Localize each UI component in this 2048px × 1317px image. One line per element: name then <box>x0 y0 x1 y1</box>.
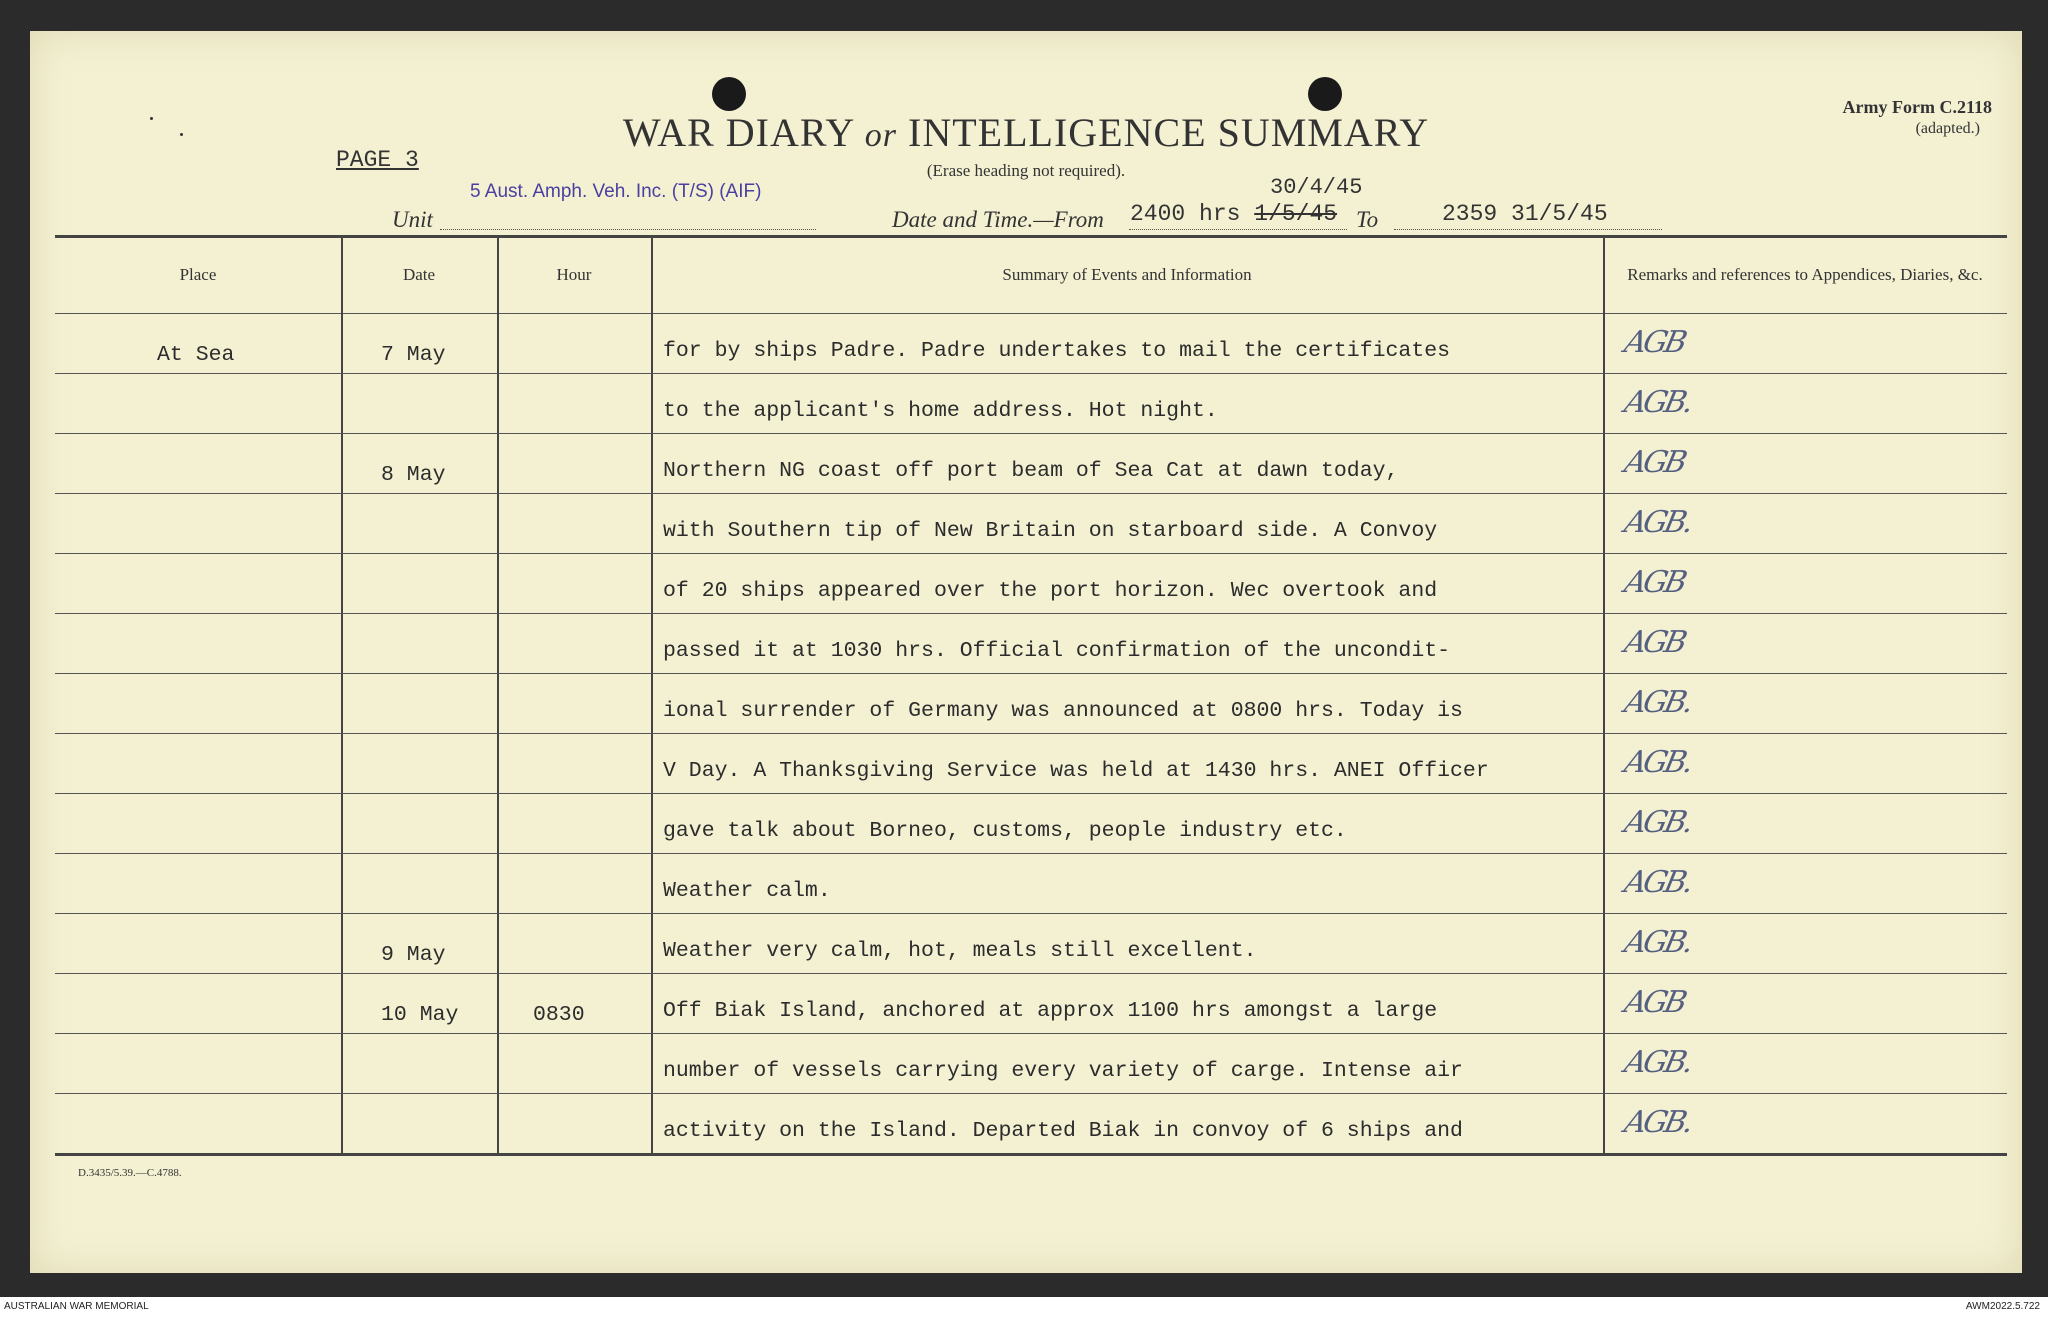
table-row <box>55 673 2007 734</box>
cell-date: 8 May <box>381 463 446 487</box>
title-or: or <box>864 117 897 154</box>
diary-page <box>30 31 2022 1273</box>
cell-summary: gave talk about Borneo, customs, people industry etc. <box>663 819 1347 843</box>
header-summary: Summary of Events and Information <box>1002 264 1252 284</box>
cell-summary: passed it at 1030 hrs. Official confirmation of the uncondit- <box>663 639 1451 663</box>
cell-summary: Weather calm. <box>663 879 831 903</box>
cell-summary: with Southern tip of New Britain on starboard side. A Convoy <box>663 519 1438 543</box>
cell-remarks-initials: AGB. <box>1621 685 1694 720</box>
table-row <box>55 493 2007 554</box>
unit-label: Unit <box>392 207 433 232</box>
cell-summary: of 20 ships appeared over the port horizon. Wec overtook and <box>663 579 1438 603</box>
cell-summary: activity on the Island. Departed Biak in convoy of 6 ships and <box>663 1119 1463 1143</box>
cell-remarks-initials: AGB. <box>1621 1105 1694 1140</box>
cell-remarks-initials: AGB. <box>1621 925 1694 960</box>
date-label: Date and Time.—From <box>892 207 1104 232</box>
table-row <box>55 1033 2007 1094</box>
page-number: PAGE 3 <box>336 147 419 173</box>
cell-summary: Off Biak Island, anchored at approx 1100 hrs amongst a large <box>663 999 1438 1023</box>
table-row <box>55 793 2007 854</box>
cell-remarks-initials: AGB <box>1621 565 1688 600</box>
cell-remarks-initials: AGB. <box>1621 505 1694 540</box>
cell-remarks-initials: AGB <box>1621 325 1688 360</box>
cell-summary: number of vessels carrying every variety of carge. Intense air <box>663 1059 1463 1083</box>
from-value <box>1130 201 1337 227</box>
unit-stamp: 5 Aust. Amph. Veh. Inc. (T/S) (AIF) <box>470 181 762 202</box>
from-date-corrected: 30/4/45 <box>1270 175 1363 200</box>
header-place: Place <box>179 264 217 284</box>
cell-hour: 0830 <box>533 1003 585 1027</box>
diary-table <box>55 235 2007 1153</box>
unit-line <box>440 229 816 230</box>
form-number-sub: (adapted.) <box>1915 120 1980 137</box>
cell-remarks-initials: AGB. <box>1621 805 1694 840</box>
cell-remarks-initials: AGB. <box>1621 385 1694 420</box>
cell-remarks-initials: AGB <box>1621 625 1688 660</box>
cell-remarks-initials: AGB. <box>1621 865 1694 900</box>
table-row <box>55 613 2007 674</box>
header-remarks: Remarks and references to Appendices, Diaries, &c. <box>1627 264 1983 284</box>
table-row <box>55 553 2007 614</box>
table-row <box>55 853 2007 914</box>
cell-date: 10 May <box>381 1003 459 1027</box>
cell-date: 9 May <box>381 943 446 967</box>
cell-summary: Weather very calm, hot, meals still excellent. <box>663 939 1257 963</box>
form-number-text: Army Form C.2118 <box>1842 97 1992 117</box>
table-row <box>55 973 2007 1034</box>
source-right: AWM2022.5.722 <box>1965 1301 2040 1312</box>
table-row <box>55 913 2007 974</box>
cell-remarks-initials: AGB <box>1621 985 1688 1020</box>
print-code: D.3435/5.39.—C.4788. <box>78 1167 182 1179</box>
page-subtitle: (Erase heading not required). <box>926 161 1126 180</box>
cell-summary: to the applicant's home address. Hot night. <box>663 399 1218 423</box>
header-date: Date <box>402 264 436 284</box>
table-row <box>55 313 2007 374</box>
title-right: INTELLIGENCE SUMMARY <box>908 110 1430 155</box>
to-value: 2359 31/5/45 <box>1442 201 1608 227</box>
table-row <box>55 733 2007 794</box>
cell-date: 7 May <box>381 343 446 367</box>
cell-remarks-initials: AGB. <box>1621 1045 1694 1080</box>
from-line <box>1129 229 1347 230</box>
from-date-struck: 1/5/45 <box>1254 201 1338 227</box>
from-time: 2400 hrs <box>1130 201 1241 227</box>
cell-place: At Sea <box>157 343 235 367</box>
source-bar <box>0 1297 2048 1317</box>
punch-hole-left <box>712 77 746 111</box>
punch-hole-right <box>1308 77 1342 111</box>
cell-summary: Northern NG coast off port beam of Sea Cat at dawn today, <box>663 459 1399 483</box>
table-row <box>55 433 2007 494</box>
cell-summary: ional surrender of Germany was announced at 0800 hrs. Today is <box>663 699 1463 723</box>
source-left: AUSTRALIAN WAR MEMORIAL <box>4 1301 149 1312</box>
page-title <box>30 109 2022 156</box>
header-hour: Hour <box>556 264 592 284</box>
form-number <box>1843 97 1992 139</box>
table-row <box>55 1093 2007 1154</box>
title-left: WAR DIARY <box>622 110 854 155</box>
table-row <box>55 373 2007 434</box>
cell-summary: for by ships Padre. Padre undertakes to mail the certificates <box>663 339 1451 363</box>
cell-remarks-initials: AGB. <box>1621 745 1694 780</box>
to-line <box>1394 229 1662 230</box>
cell-remarks-initials: AGB <box>1621 445 1688 480</box>
cell-summary: V Day. A Thanksgiving Service was held at 1430 hrs. ANEI Officer <box>663 759 1489 783</box>
to-label: To <box>1356 207 1379 232</box>
